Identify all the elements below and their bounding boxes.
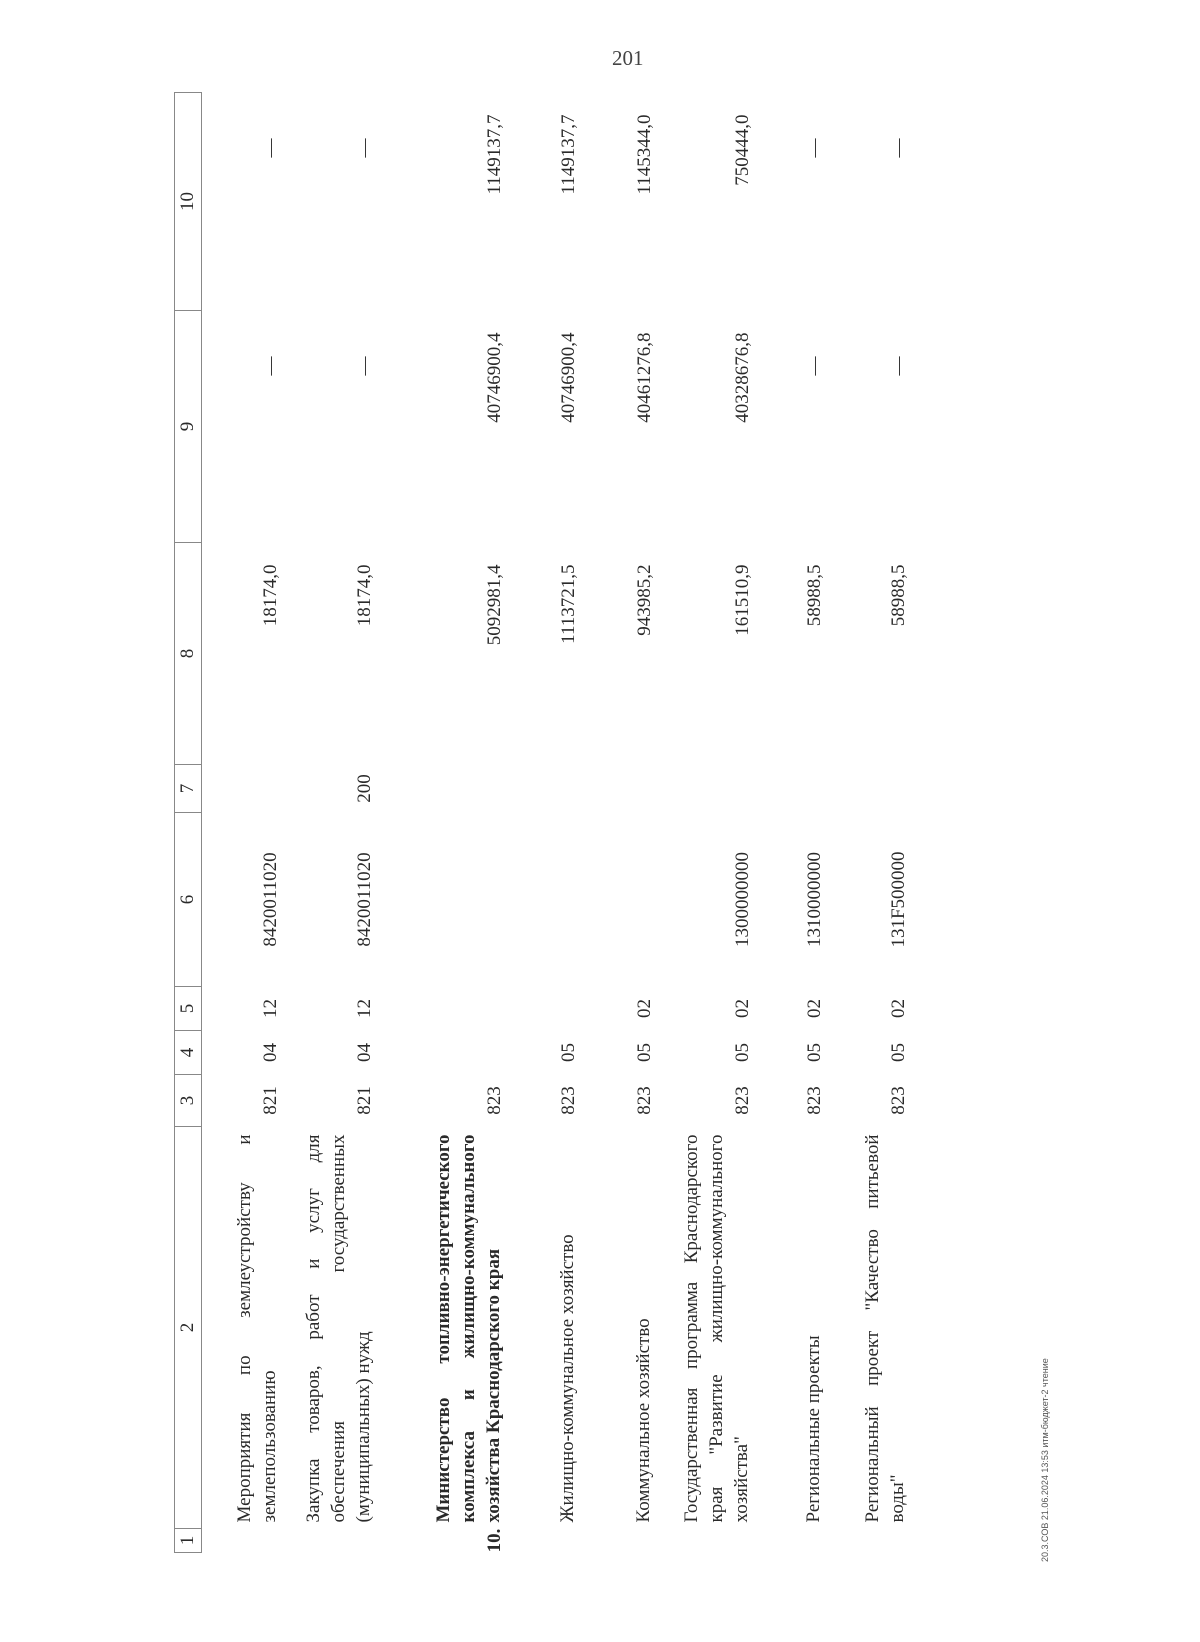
table-row <box>832 93 916 1553</box>
cell-expense-type-code <box>382 765 512 813</box>
cell-amount-col8: 5092981,4 <box>483 564 505 646</box>
column-header: 6 <box>175 813 202 987</box>
row-number: 10. <box>483 1528 505 1553</box>
cell-section-code: 05 <box>557 1043 579 1062</box>
cell-amount-col8: 943985,2 <box>633 564 655 636</box>
column-header: 10 <box>175 93 202 311</box>
cell-target-code: 1310000000 <box>803 852 825 947</box>
cell-target-code: 1300000000 <box>731 852 753 947</box>
document-footer-stamp: 20.3.СОВ 21.06.2024 13:53 итм-бюджет-2 чтение <box>1040 1358 1050 1562</box>
cell-amount-col8: 58988,5 <box>803 564 825 627</box>
cell-amount-col10: 750444,0 <box>731 114 753 186</box>
cell-ministry-code: 823 <box>633 1086 655 1115</box>
column-header: 3 <box>175 1075 202 1127</box>
cell-amount-col9: 40461276,8 <box>633 332 655 423</box>
cell-section-code: 04 <box>353 1043 375 1062</box>
cell-target-code: 8420011020 <box>259 852 281 947</box>
cell-expense-type-code <box>202 765 288 813</box>
cell-amount-col9: — <box>353 356 375 376</box>
cell-section-code: 04 <box>259 1043 281 1062</box>
budget-table-rotated <box>174 93 1054 1553</box>
page-number: 201 <box>612 46 644 70</box>
cell-ministry-code: 823 <box>483 1086 505 1115</box>
column-header-row <box>175 93 202 1553</box>
cell-amount-col8: 1113721,5 <box>557 564 579 644</box>
table-body <box>202 93 916 1553</box>
cell-ministry-code: 821 <box>353 1086 375 1115</box>
cell-ministry-code: 823 <box>731 1086 753 1115</box>
cell-section-code: 05 <box>731 1043 753 1062</box>
cell-amount-col10: — <box>353 138 375 158</box>
cell-amount-col10: 1149137,7 <box>557 114 579 195</box>
row-name: Коммунальное хозяйство <box>632 1318 654 1523</box>
table-row <box>202 93 288 1553</box>
cell-amount-col9: — <box>259 356 281 376</box>
table-row <box>512 93 586 1553</box>
table-row <box>760 93 832 1553</box>
table-row <box>662 93 760 1553</box>
row-number <box>760 1529 832 1553</box>
row-name: Закупка товаров, работ и услуг для обеспечения государственных (муниципальных) нужд <box>302 1134 374 1523</box>
cell-subsection-code: 02 <box>731 999 753 1018</box>
cell-amount-col10: — <box>803 138 825 158</box>
cell-amount-col9: 40328676,8 <box>731 332 753 423</box>
cell-ministry-code: 823 <box>557 1086 579 1115</box>
cell-expense-type-code <box>662 765 760 813</box>
cell-subsection-code <box>382 987 512 1031</box>
column-header: 7 <box>175 765 202 813</box>
cell-expense-type-code <box>586 765 662 813</box>
cell-expense-type-code <box>832 765 916 813</box>
budget-table <box>174 92 916 1553</box>
column-header: 1 <box>175 1529 202 1553</box>
cell-expense-type-code: 200 <box>353 774 375 803</box>
cell-amount-col9: 40746900,4 <box>483 332 505 423</box>
row-number <box>832 1529 916 1553</box>
cell-target-code: 131F500000 <box>887 851 909 948</box>
row-number <box>586 1529 662 1553</box>
row-number <box>288 1529 382 1553</box>
column-header: 5 <box>175 987 202 1031</box>
row-name: Мероприятия по землеустройству и землепользованию <box>233 1134 280 1523</box>
cell-amount-col8: 58988,5 <box>887 564 909 627</box>
column-header: 2 <box>175 1127 202 1529</box>
cell-amount-col10: — <box>259 138 281 158</box>
row-name: Региональный проект "Качество питьевой воды" <box>861 1134 908 1523</box>
cell-amount-col9: — <box>803 356 825 376</box>
cell-amount-col10: 1149137,7 <box>483 114 505 195</box>
cell-expense-type-code <box>760 765 832 813</box>
table-row <box>382 93 512 1553</box>
row-name: Жилищно-коммунальное хозяйство <box>556 1234 578 1523</box>
cell-section-code: 05 <box>633 1043 655 1062</box>
cell-subsection-code: 12 <box>259 999 281 1018</box>
row-number <box>662 1529 760 1553</box>
table-row <box>586 93 662 1553</box>
cell-section-code: 05 <box>887 1043 909 1062</box>
cell-ministry-code: 821 <box>259 1086 281 1115</box>
cell-amount-col8: 18174,0 <box>259 564 281 627</box>
cell-subsection-code: 02 <box>633 999 655 1018</box>
cell-target-code <box>512 813 586 987</box>
column-header: 9 <box>175 311 202 543</box>
cell-target-code <box>586 813 662 987</box>
table-row <box>288 93 382 1553</box>
cell-section-code <box>382 1031 512 1075</box>
cell-subsection-code <box>512 987 586 1031</box>
cell-target-code: 8420011020 <box>353 852 375 947</box>
cell-expense-type-code <box>512 765 586 813</box>
row-name: Государственная программа Краснодарского края "Развитие жилищно-коммунального хозяйства" <box>680 1134 752 1523</box>
row-number <box>202 1529 288 1553</box>
cell-amount-col10: — <box>887 138 909 158</box>
cell-ministry-code: 823 <box>887 1086 909 1115</box>
column-header: 8 <box>175 543 202 765</box>
cell-amount-col10: 1145344,0 <box>633 114 655 195</box>
cell-target-code <box>382 813 512 987</box>
row-number <box>512 1529 586 1553</box>
cell-amount-col8: 161510,9 <box>731 564 753 636</box>
cell-subsection-code: 12 <box>353 999 375 1018</box>
cell-amount-col8: 18174,0 <box>353 564 375 627</box>
cell-section-code: 05 <box>803 1043 825 1062</box>
row-name: Министерство топливно-энергетического комплекса и жилищно-коммунального хозяйства Краснодарского края <box>432 1134 504 1523</box>
cell-ministry-code: 823 <box>803 1086 825 1115</box>
column-header: 4 <box>175 1031 202 1075</box>
cell-amount-col9: — <box>887 356 909 376</box>
cell-amount-col9: 40746900,4 <box>557 332 579 423</box>
row-name: Региональные проекты <box>802 1335 824 1523</box>
cell-subsection-code: 02 <box>803 999 825 1018</box>
cell-subsection-code: 02 <box>887 999 909 1018</box>
